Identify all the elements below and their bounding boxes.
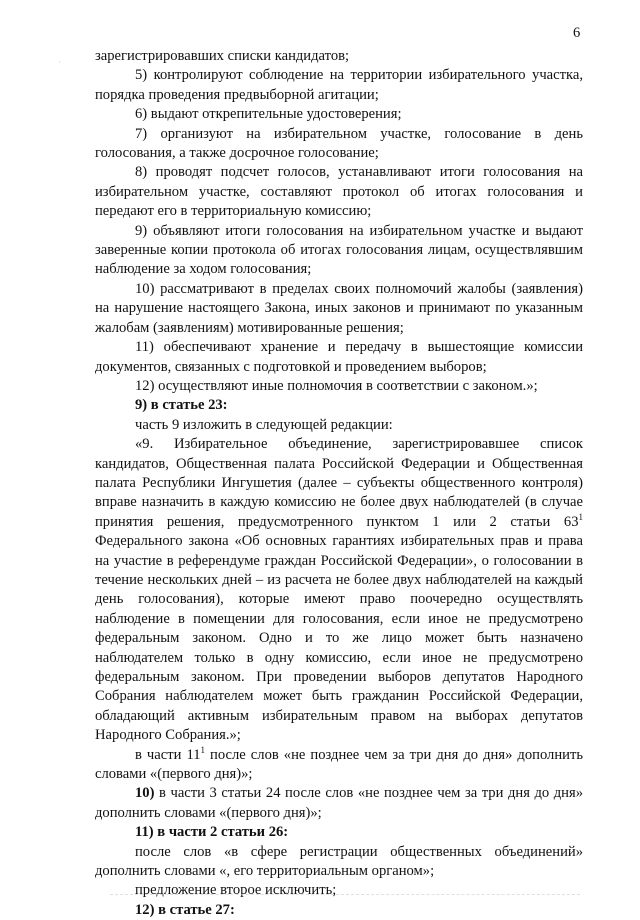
paragraph: предложение второе исключить; (135, 882, 337, 899)
paragraph: 5) контролируют соблюдение на территории избирательного участка, порядка проведения предвыборной агитации; (95, 67, 583, 103)
paragraph: 8) проводят подсчет голосов, устанавливают итоги голосования на избирательном участке, составляют протокол об итогах голосования и передают его в территориальную комиссию; (95, 164, 583, 220)
scan-artifact: · (58, 58, 61, 67)
paragraph: в части $11^1$ после слов «не позднее чем за три дня до дня» дополнить словами «(первого дня)»; (95, 744, 583, 783)
page-number: 6 (573, 25, 581, 41)
section-heading: 12) в статье 27: (135, 901, 235, 918)
paragraph: 10) в части 3 статьи 24 после слов «не позднее чем за три дня до дня» дополнить словами «(первого дня)»; (95, 785, 583, 821)
paragraph: 9) объявляют итоги голосования на избирательном участке и выдают заверенные копии протокола об итогах голосования лицам, осуществлявшим наблюдение за ходом голосования; (95, 222, 583, 278)
superscript: 1 (578, 511, 583, 522)
paragraph: «9. Избирательное объединение, зарегистрировавшее список кандидатов, Общественная палата Российской Федерации и Общественная палата Республики Ингушетия (далее – субъекты общественного контроля) вправе назначить в каждую комиссию не более двух наблюдателей (в случае принятия решения, предусмотренного пунктом 1 или 2 статьи $63^1$ Федерального закона «Об основных гарантиях избирательных прав и права на участие в референдуме граждан Российской Федерации», о голосовании в течение нескольких дней – из расчета не более двух наблюдателей на каждый день голосования), которые имеют право поочередно осуществлять наблюдение в помещении для голосования, если иное не предусмотрено федеральным законом. Одно и то же лицо может быть назначено наблюдателем только в одну комиссию, если иное не предусмотрено федеральным законом. При проведении выборов депутатов Народного Собрания наблюдателем может быть гражданин Российской Федерации, обладающий активным избирательным правом на выборах депутатов Народного Собрания.»; (95, 436, 583, 744)
paragraph: после слов «в сфере регистрации общественных объединений» дополнить словами «, его территориальным органом»; (95, 843, 583, 880)
section-heading: 9) в статье 23: (135, 397, 228, 414)
scan-artifact-footer (110, 894, 580, 898)
paragraph: 7) организуют на избирательном участке, голосование в день голосования, а также досрочное голосование; (95, 125, 583, 162)
document-body (95, 47, 583, 920)
section-heading: 11) в части 2 статьи 26: (135, 824, 289, 841)
paragraph: 11) обеспечивают хранение и передачу в вышестоящие комиссии документов, связанных с подготовкой и проведением выборов; (95, 339, 583, 375)
paragraph: 12) осуществляют иные полномочия в соответствии с законом.»; (135, 377, 538, 394)
paragraph: 10) рассматривают в пределах своих полномочий жалобы (заявления) на нарушение настоящего Закона, иных законов и принимают по указанным жалобам (заявлениям) мотивированные решения; (95, 280, 583, 336)
paragraph: 6) выдают открепительные удостоверения; (135, 106, 402, 123)
paragraph: часть 9 изложить в следующей редакции: (135, 416, 393, 433)
superscript: 1 (200, 744, 206, 755)
paragraph: зарегистрировавших списки кандидатов; (95, 48, 350, 64)
